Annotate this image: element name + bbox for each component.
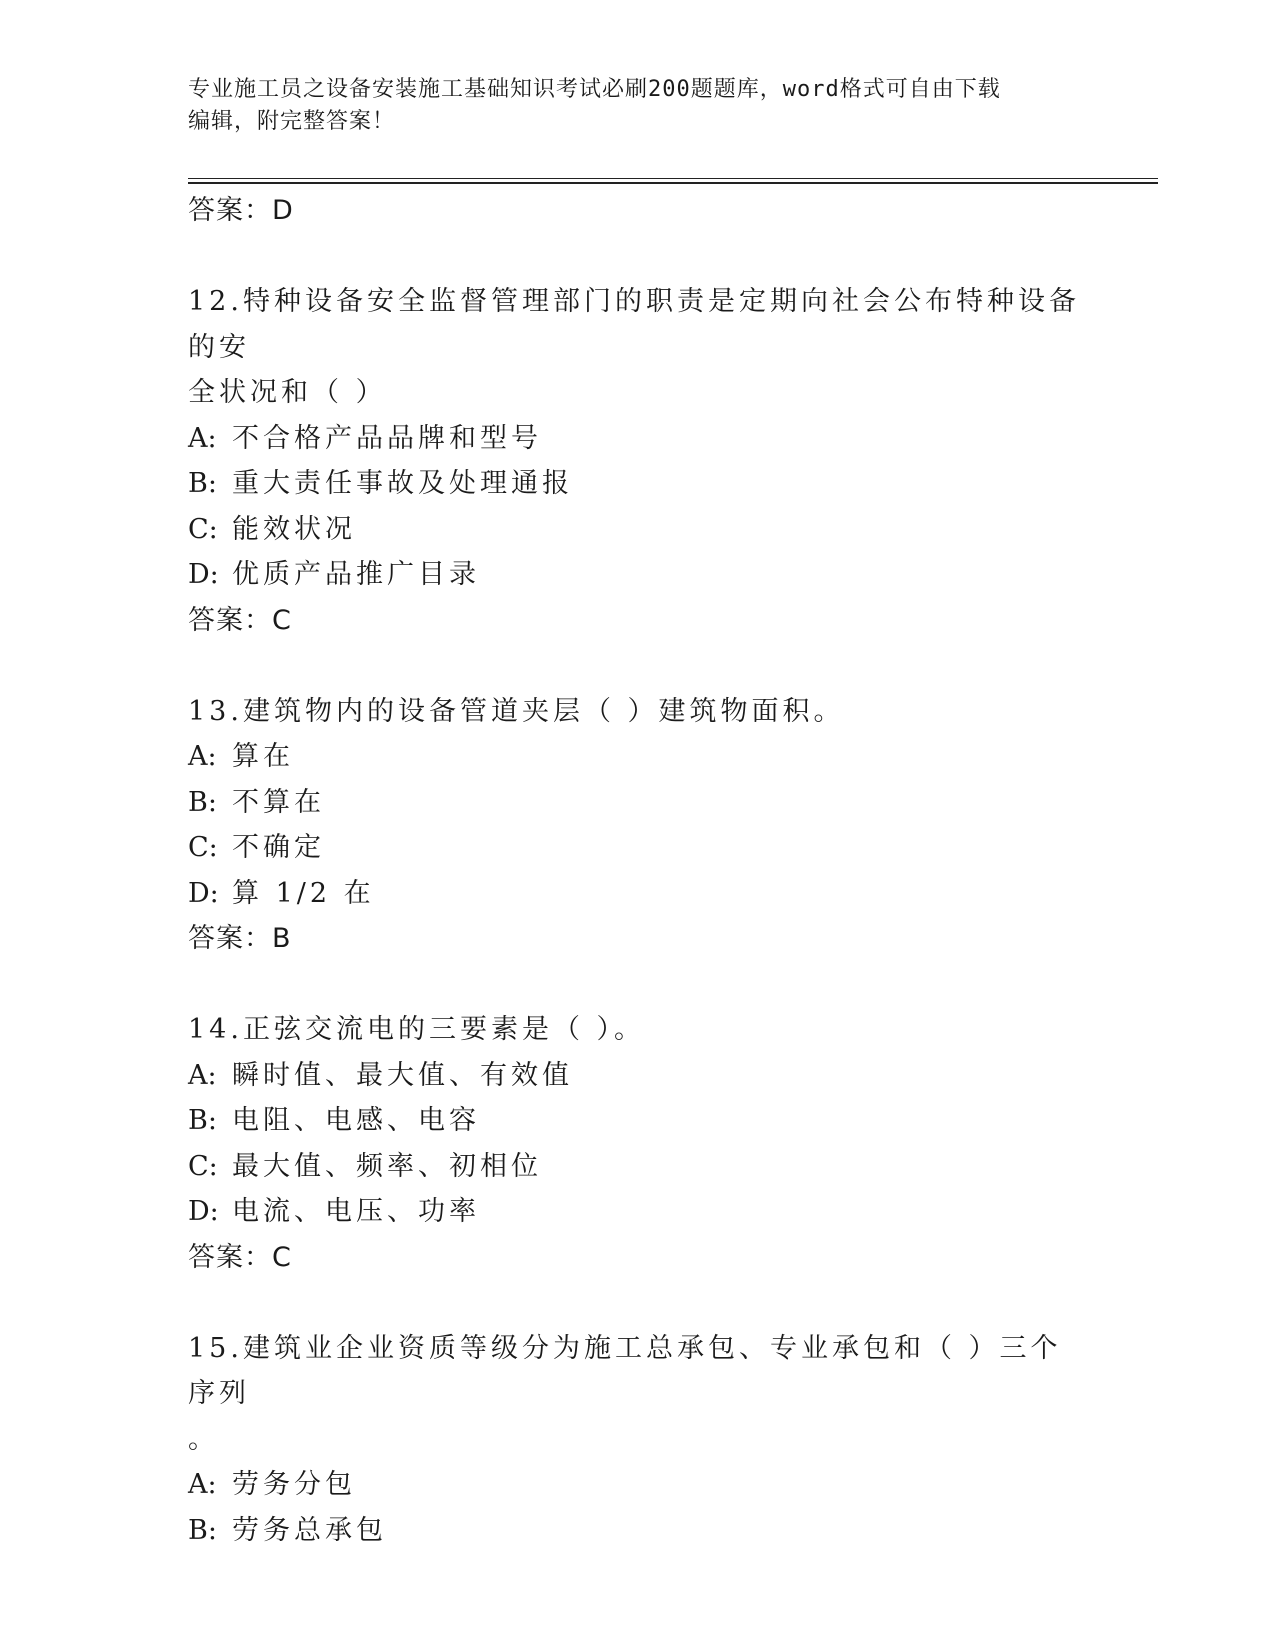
question-stem [188, 1326, 1088, 1463]
header-line-2: 编辑，附完整答案！ [188, 109, 396, 134]
option-text: 能效状况 [232, 513, 356, 545]
option-key: B: [188, 1105, 217, 1136]
option-text: 最大值、频率、初相位 [232, 1150, 542, 1182]
option-c [188, 1144, 1088, 1190]
option-key: C: [188, 513, 218, 545]
option-b [188, 1508, 1088, 1554]
question-block-15 [188, 1326, 1088, 1554]
option-d [188, 1189, 1088, 1235]
option-c [188, 825, 1088, 871]
option-text: 不确定 [232, 832, 325, 863]
question-block-13 [188, 689, 1088, 963]
option-key: C: [188, 832, 218, 863]
question-stem [188, 689, 1088, 735]
header-divider-thin [188, 178, 1158, 179]
header-line-1: 专业施工员之设备安装施工基础知识考试必刷200题题库，word格式可自由下载 [188, 77, 1001, 102]
option-text: 电阻、电感、电容 [232, 1105, 480, 1136]
document-body [188, 188, 1088, 1553]
option-text: 劳务分包 [232, 1469, 356, 1500]
document-header [188, 74, 1088, 138]
option-key: A: [188, 1469, 217, 1500]
option-key: A: [188, 741, 217, 772]
answer-line: 答案：C [188, 604, 292, 636]
option-a [188, 416, 1088, 462]
option-key: A: [188, 1059, 217, 1091]
option-key: D: [188, 877, 219, 909]
option-text: 重大责任事故及处理通报 [232, 468, 573, 499]
option-b [188, 780, 1088, 826]
option-text: 优质产品推广目录 [232, 559, 480, 590]
option-a [188, 1462, 1088, 1508]
question-stem-line-2: 全状况和（ ） [188, 377, 387, 408]
option-text: 瞬时值、最大值、有效值 [232, 1059, 573, 1091]
option-b [188, 1098, 1088, 1144]
answer-line: 答案：B [188, 923, 292, 954]
option-text: 算 1/2 在 [232, 877, 375, 909]
question-stem-line-2: 。 [188, 1423, 219, 1455]
option-key: C: [188, 1150, 218, 1182]
header-divider-thick [188, 182, 1158, 184]
question-block-14 [188, 1007, 1088, 1281]
answer-line: 答案：D [188, 195, 294, 226]
question-stem-line-1: 12.特种设备安全监督管理部门的职责是定期向社会公布特种设备的安 [188, 286, 1080, 363]
option-b [188, 461, 1088, 507]
option-d [188, 552, 1088, 598]
option-a [188, 1053, 1088, 1099]
option-key: B: [188, 786, 217, 818]
option-key: D: [188, 1196, 219, 1227]
question-stem [188, 1007, 1088, 1053]
option-a [188, 734, 1088, 780]
option-key: A: [188, 422, 217, 454]
option-text: 劳务总承包 [232, 1514, 387, 1546]
option-key: B: [188, 1514, 217, 1546]
question-stem-line-1: 15.建筑业企业资质等级分为施工总承包、专业承包和（ ）三个序列 [188, 1332, 1062, 1409]
question-block-12 [188, 279, 1088, 644]
question-stem [188, 279, 1088, 416]
option-text: 算在 [232, 741, 294, 772]
answer-line: 答案：C [188, 1241, 292, 1273]
option-text: 不算在 [232, 786, 325, 818]
question-stem-line-1: 13.建筑物内的设备管道夹层（ ）建筑物面积。 [188, 695, 845, 727]
option-d [188, 871, 1088, 917]
option-key: B: [188, 468, 217, 499]
option-c [188, 507, 1088, 553]
question-stem-line-1: 14.正弦交流电的三要素是（ ）。 [188, 1014, 646, 1045]
option-key: D: [188, 559, 219, 590]
option-text: 不合格产品品牌和型号 [232, 422, 542, 454]
option-text: 电流、电压、功率 [232, 1196, 480, 1227]
